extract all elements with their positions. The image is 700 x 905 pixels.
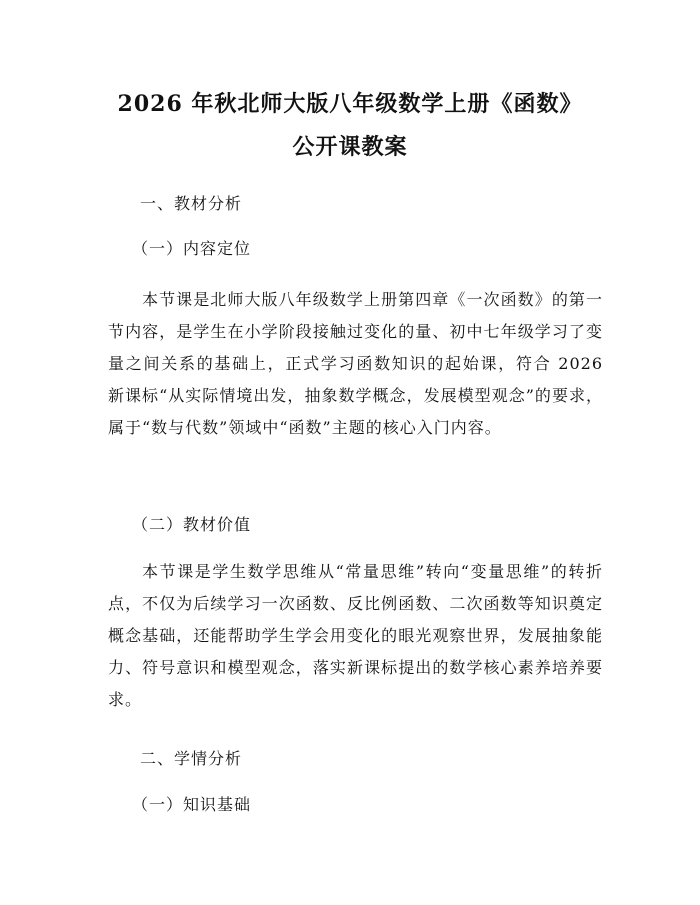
section-heading-textbook-analysis: 一、教材分析 — [140, 194, 243, 213]
paragraph-content-positioning: 本节课是北师大版八年级数学上册第四章《一次函数》的第一节内容，是学生在小学阶段接触过变化的量、初中七年级学习了变量之间关系的基础上，正式学习函数知识的起始课，符合 2026 新课标“从实际情境出发，抽象数学概念，发展模型观念”的要求，属于“数与代数”领域中“函数”主题的核心入门内容。 — [108, 290, 603, 437]
subsection-heading-textbook-value: （二）教材价值 — [132, 515, 252, 534]
paragraph-textbook-value: 本节课是学生数学思维从“常量思维”转向“变量思维”的转折点，不仅为后续学习一次函数、反比例函数、二次函数等知识奠定概念基础，还能帮助学生学会用变化的眼光观察世界，发展抽象能力、符号意识和模型观念，落实新课标提出的数学核心素养培养要求。 — [108, 562, 603, 709]
section-heading-student-analysis: 二、学情分析 — [140, 749, 243, 768]
document-title-line-1: 2026 年秋北师大版八年级数学上册《函数》 — [117, 91, 583, 117]
document-title-line-2: 公开课教案 — [292, 134, 408, 160]
subsection-heading-content-positioning: （一）内容定位 — [132, 239, 252, 258]
subsection-heading-knowledge-foundation: （一）知识基础 — [132, 795, 252, 814]
